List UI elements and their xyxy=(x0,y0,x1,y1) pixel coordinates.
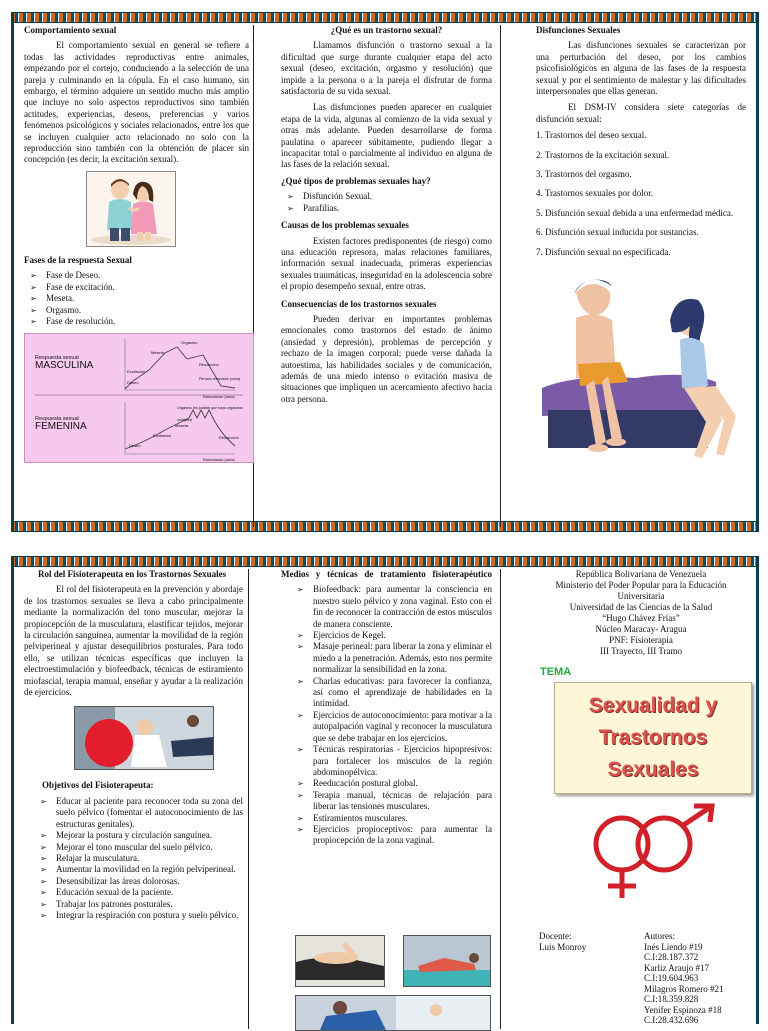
section-title: Consecuencias de los trastornos sexuales xyxy=(281,298,437,309)
list-item: ➢ Biofeedback: para aumentar la consciencia en nuestro suelo pélvico y zona vaginal. Esto con el fin de reconocer la contracción de estos músculos de manera consciente. xyxy=(313,584,492,630)
list-item: ➢ Trabajar los patrones posturales. xyxy=(56,899,243,910)
diagram-label: Resolución xyxy=(199,362,219,368)
section-title: Disfunciones Sexuales xyxy=(536,25,621,35)
paragraph: Pueden derivar en importantes problemas emocionales como trastornos del estado de ánimo (ansiedad y depresión), problemas de percepción y rechazo de la imagen corporal; puede verse dañada la autoestima, las habilidades sociales y de comunicación, además de una miedo intenso o evitación masiva de situaciones que impliquen un acercamiento afectivo hacia otra persona. xyxy=(281,313,492,404)
physio-session-photo xyxy=(74,706,214,770)
paragraph: Llamamos disfunción o trastorno sexual a la dificultad que surge durante cualquier etapa del acto sexual (deseo, excitación, orgasmo y resolución) que impide a la persona o a la pareja el disfrutar de forma satisfactoria de su vida sexual. xyxy=(281,40,492,97)
diagram-label: Meseta xyxy=(151,350,165,356)
paragraph: El rol del fisioterapeuta en la prevención y abordaje de los trastornos sexuales se lleva a cabo principalmente mediante la normalización del tono muscular, mejorar la propiocepción de la musculatura, elastificar tejidos, mejorar la circulación sanguínea, aumentar la movilidad de la región pelviperineal y ajustar desequilibrios posturales. Para todo ello, se utilizan técnicas específicas que incluyen la electroestimulación y biofeedback, técnicas de estiramiento miofascial, terapia manual, enseñar y ayudar a la realización de ejercicios. xyxy=(24,584,243,698)
author-line: Milagros Romero #21 xyxy=(644,983,724,994)
list-item: ➢ Fase de excitación. xyxy=(46,282,249,293)
list-item: ➢ Relajar la musculatura. xyxy=(56,853,243,864)
decorative-border-right xyxy=(756,12,759,532)
section-title: ¿Qué es un trastorno sexual? xyxy=(330,25,443,35)
diagram-label: Resolución xyxy=(219,435,239,441)
list-item: 6. Disfunción sexual inducida por sustancias. xyxy=(536,227,699,238)
section-title: Fases de la respuesta Sexual xyxy=(24,254,132,265)
list-item: ➢ Orgasmo. xyxy=(46,305,249,316)
section-title: Medios y técnicas de tratamiento fisioterapéutico xyxy=(281,569,492,579)
phases-list xyxy=(24,270,249,327)
section-title: Comportamiento sexual xyxy=(24,25,117,35)
paragraph: Las disfunciones sexuales se caracterizan por una perturbación del deseo, por los cambios psicofisiológicos en alguna de las fases de la respuesta sexual y por el sentimiento de malestar y las dificultades interpersonales que ellas generan. xyxy=(536,40,746,97)
objectives-list xyxy=(24,796,243,921)
header-line: PNF: Fisioterapia xyxy=(609,635,673,645)
list-item: ➢ Fase de resolución. xyxy=(46,316,249,327)
list-item: 5. Disfunción sexual debida a una enfermedad médica. xyxy=(536,207,734,218)
list-item: ➢ Estiramientos musculares. xyxy=(313,813,492,824)
list-item: ➢ Masaje perineal: para liberar la zona y eliminar el miedo a la penetración. Además, esto nos permite normalizar la sensibilidad en la zona. xyxy=(313,641,492,675)
sexual-response-diagram xyxy=(24,333,254,463)
therapy-photo-2 xyxy=(403,935,491,987)
list-item: 1. Trastornos del deseo sexual. xyxy=(536,130,647,141)
list-item: ➢ Mejorar el tono muscular del suelo pélvico. xyxy=(56,842,243,853)
list-item: ➢ Terapia manual, técnicas de relajación para liberar las tensiones musculares. xyxy=(313,790,492,813)
diagram-label: Respuesta sexual xyxy=(35,355,79,362)
header-line: República Bolivariana de Venezuela xyxy=(575,569,707,579)
therapy-photo-3 xyxy=(295,995,491,1031)
decorative-border-left xyxy=(11,556,14,1024)
panel-physio-role xyxy=(24,569,249,1029)
list-item: ➢ Reeducación postural global. xyxy=(313,778,492,789)
paragraph: El comportamiento sexual en general se refiere a todas las actividades reproductivas entre animales, empezando por el cortejo, conduciendo a la selección de una pareja y culminando en la cópula. En el caso humano, sin embargo, el término adquiere un sentido mucho más amplio que incluye no solo aspectos reproductivos sino también actitudes, experiencias, deseos, preferencias y varios fenómenos psicológicos y sociales relacionados, entre los que se incluyen cualquier acto relacionado no solo con la reproducción sino también con la obtención de placer sin concepción (es decir, la excitación sexual). xyxy=(24,40,249,165)
couple-illustration xyxy=(86,171,176,247)
header-line: Ministerio del Poder Popular para la Educación Universitaria xyxy=(555,580,727,601)
list-item: ➢ Mejorar la postura y circulación sanguínea. xyxy=(56,830,243,841)
list-item: 4. Trastornos sexuales por dolor. xyxy=(536,188,653,199)
section-title: Causas de los problemas sexuales xyxy=(281,220,409,231)
decorative-border-left xyxy=(11,12,14,532)
docente-label: Docente: xyxy=(539,931,572,941)
gender-symbols-icon xyxy=(560,802,730,902)
list-item: 2. Trastornos de la excitación sexual. xyxy=(536,149,670,160)
header-line: Universidad de las Ciencias de la Salud xyxy=(569,602,713,612)
panel-what-is-disorder xyxy=(281,25,501,527)
decorative-border-top xyxy=(11,12,759,23)
list-item: ➢ Charlas educativas: para favorecer la confianza, así como el aprendizaje de habilidades en la intimidad. xyxy=(313,676,492,710)
diagram-label: FEMENINA xyxy=(35,421,87,433)
diagram-label: Deseo xyxy=(127,380,139,386)
author-line: C.I:28.432.696 xyxy=(644,1015,699,1025)
diagram-label: Período refractario (varía) xyxy=(199,377,241,382)
panel-sexual-behavior xyxy=(24,25,254,527)
autores-block xyxy=(644,931,724,1026)
brochure-page-outside xyxy=(11,12,759,532)
list-item: ➢ Parafilias. xyxy=(303,203,492,214)
brochure-page-inside xyxy=(11,556,759,1024)
cover-title-line: Trastornos xyxy=(598,726,708,750)
author-line: C.I:18.359.828 xyxy=(644,994,699,1004)
diagram-label: Meseta xyxy=(175,423,189,429)
diagram-label: Excitación xyxy=(153,433,172,439)
list-item: 3. Trastornos del orgasmo. xyxy=(536,169,632,180)
paragraph: El DSM-IV considera siete categorías de disfunción sexual: xyxy=(536,102,746,124)
header-line: “Hugo Chávez Frías” xyxy=(602,613,680,623)
list-item: ➢ Meseta. xyxy=(46,293,249,304)
docente-name: Luis Monroy xyxy=(539,941,587,952)
author-line: Yenifer Espinoza #18 xyxy=(644,1004,722,1015)
author-line: C.I:19.604.963 xyxy=(644,973,699,983)
list-item: ➢ Ejercicios de autoconocimiento: para motivar a la autopalpación vaginal y reconocer la musculatura que se debe trabajar en los ejercicios. xyxy=(313,710,492,744)
list-item: ➢ Ejercicios propioceptivos: para aumentar la propiocepción de la zona vaginal. xyxy=(313,824,492,847)
upset-couple-illustration xyxy=(536,270,742,480)
cover-title-box xyxy=(554,682,752,794)
panel-cover xyxy=(536,569,746,1029)
diagram-label: Estimulación (varía) xyxy=(203,458,235,463)
cover-title-line: Sexuales xyxy=(607,758,699,782)
section-title: ¿Qué tipos de problemas sexuales hay? xyxy=(281,175,431,186)
diagram-label: Estimulación (varía) xyxy=(203,395,235,400)
tema-label: TEMA xyxy=(540,666,572,678)
list-item: ➢ Educar al paciente para reconocer toda su zona del suelo pélvico (fomentar el autoconocimiento de las estructuras genitales). xyxy=(56,796,243,830)
paragraph: Las disfunciones pueden aparecer en cualquier etapa de la vida, algunas al comienzo de la vida sexual y otras más adelante. Pueden desarrollarse de forma paulatina o aparecer súbitamente, pudiendo llegar a incapacitar total o parcialmente al individuo en alguna de las fases de la relación sexual. xyxy=(281,102,492,170)
list-item: 7. Disfunción sexual no especificada. xyxy=(536,246,671,257)
diagram-label: Orgasmo (es posible que haya orgasmos múltiples) xyxy=(177,406,243,422)
list-item: ➢ Disfunción Sexual. xyxy=(303,191,492,202)
decorative-border-right xyxy=(756,556,759,1024)
docente-block xyxy=(539,931,586,952)
header-line: Núcleo Maracay- Aragua xyxy=(595,624,687,634)
list-item: ➢ Desensibilizar las áreas dolorosas. xyxy=(56,876,243,887)
paragraph: Existen factores predisponentes (de riesgo) como una educación represora, malas relaciones familiares, información sexual inadecuada, primeras experiencias sexuales traumáticas, inseguridad en la adolescencia sobre el propio desempeño sexual, entre otras. xyxy=(281,235,492,292)
therapy-photo-1 xyxy=(295,935,385,987)
list-item: ➢ Aumentar la movilidad en la región pelviperineal. xyxy=(56,864,243,875)
decorative-border-top xyxy=(11,556,759,567)
list-item: ➢ Educación sexual de la paciente. xyxy=(56,887,243,898)
cover-title-line: Sexualidad y xyxy=(588,694,718,718)
panel-treatment-techniques xyxy=(281,569,501,1029)
list-item: ➢ Ejercicios de Kegel. xyxy=(313,630,492,641)
panel-dysfunctions xyxy=(536,25,746,527)
section-title: Rol del Fisioterapeuta en los Trastornos Sexuales xyxy=(38,569,227,579)
author-line: Inés Liendo #19 xyxy=(644,941,703,952)
author-line: Karliz Araujo #17 xyxy=(644,962,709,973)
diagram-label: MASCULINA xyxy=(35,360,94,372)
institution-header xyxy=(536,569,746,657)
diagram-label: Respuesta sexual xyxy=(35,416,79,423)
list-item: ➢ Fase de Deseo. xyxy=(46,270,249,281)
diagram-label: Excitación xyxy=(127,369,146,375)
author-line: C.I:28.187.372 xyxy=(644,952,699,962)
diagram-label: Deseo xyxy=(129,443,141,449)
section-title: Objetivos del Fisioterapeuta: xyxy=(42,780,154,791)
types-list xyxy=(281,191,492,214)
list-item: ➢ Integrar la respiración con postura y suelo pélvico. xyxy=(56,910,243,921)
header-line: III Trayecto, III Tramo xyxy=(600,646,682,656)
techniques-list xyxy=(281,584,492,846)
dsm-categories-list xyxy=(536,130,746,258)
diagram-label: Orgasmo xyxy=(181,340,198,346)
list-item: ➢ Técnicas respiratorias - Ejercicios hipopresivos: para fortalecer los músculos de la región abdominopélvica. xyxy=(313,744,492,778)
autores-label: Autores: xyxy=(644,931,675,941)
